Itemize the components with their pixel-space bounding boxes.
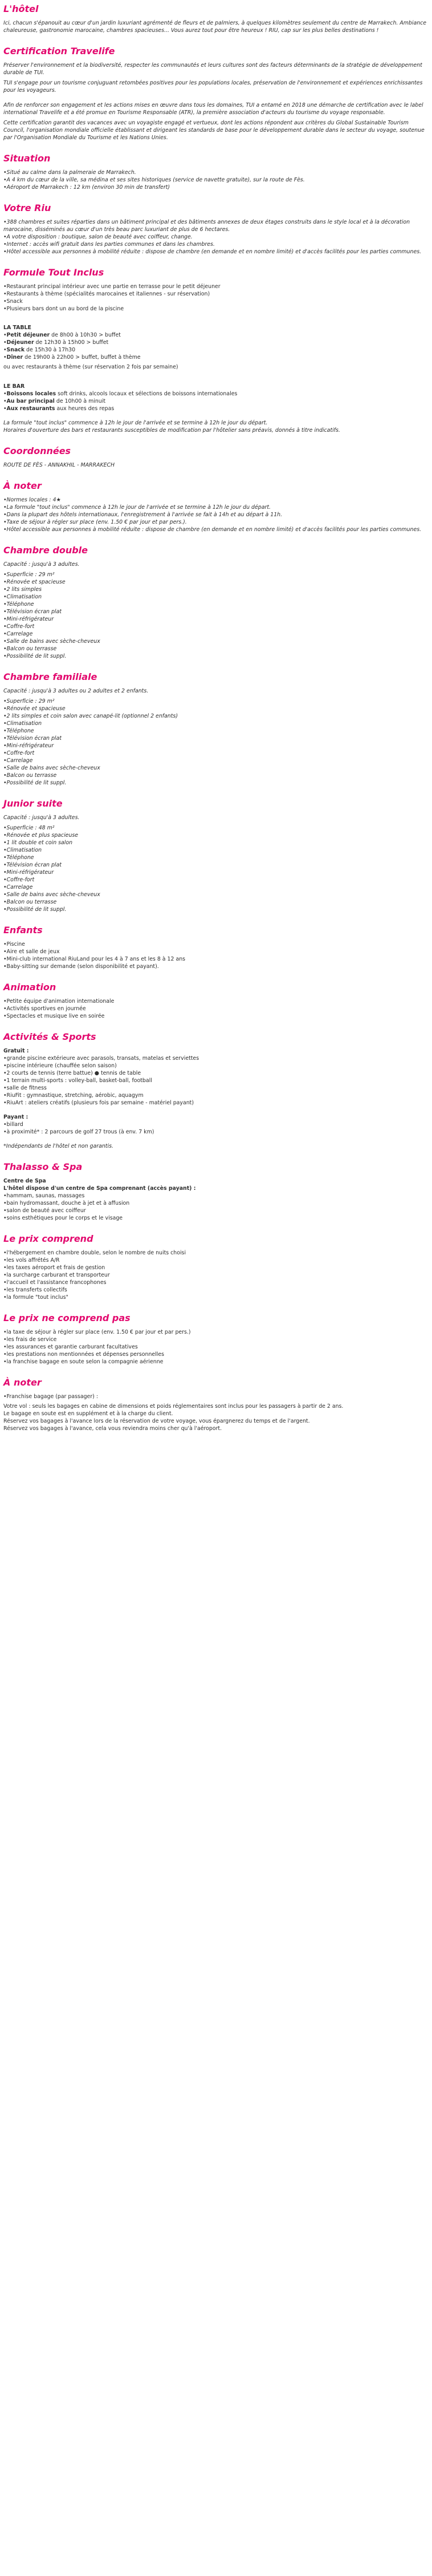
bar-list — [3, 390, 429, 412]
list-item: • Balcon ou terrasse — [3, 898, 429, 906]
prix-ne-comprend-list — [3, 1328, 429, 1366]
list-item: • Activités sportives en journée — [3, 1005, 429, 1012]
a-noter-2-list — [3, 1393, 429, 1400]
section-a-noter — [3, 480, 429, 533]
list-item: • Rénovée et spacieuse — [3, 705, 429, 712]
section-a-noter-2 — [3, 1377, 429, 1432]
gratuit-label: Gratuit : — [3, 1048, 29, 1054]
list-item: • Téléphone — [3, 601, 429, 608]
section-title-chambre-double: Chambre double — [3, 545, 88, 556]
list-item: • 388 chambres et suites réparties dans un bâtiment principal et des bâtiments annexes de deux étages construits dans le style local et à la décoration marocaine, disséminés au cœur d'un très beau parc luxuriant de plus de 6 hectares. — [3, 218, 429, 233]
room-capacity: Capacité : jusqu'à 3 adultes. — [3, 561, 80, 568]
a-noter-list — [3, 496, 429, 533]
section-junior-suite — [3, 798, 429, 913]
votre-riu-list — [3, 218, 429, 256]
payant-list — [3, 1121, 429, 1136]
list-item: • A 4 km du cœur de la ville, sa médina et ses sites historiques (service de navette gratuite), sur la route de Fès. — [3, 176, 429, 184]
list-item: • Restaurants à thème (spécialités marocaines et italiennes - sur réservation) — [3, 290, 429, 298]
list-item: • Superficie : 48 m² — [3, 824, 429, 832]
list-item: • à proximité* : 2 parcours de golf 27 trous (à env. 7 km) — [3, 1128, 429, 1136]
list-item: • Possibilité de lit suppl. — [3, 653, 429, 660]
room-features-list — [3, 571, 429, 660]
list-item: • Aéroport de Marrakech : 12 km (environ 30 min de transfert) — [3, 184, 429, 191]
section-title-coordonnees: Coordonnées — [3, 445, 71, 456]
section-prix-comprend — [3, 1233, 429, 1301]
section-title-junior-suite: Junior suite — [3, 798, 63, 809]
spa-intro: L'hôtel dispose d'un centre de Spa comprenant (accès payant) : — [3, 1185, 196, 1192]
list-item: • Aux restaurants aux heures des repas — [3, 405, 429, 412]
room-features-list — [3, 698, 429, 787]
restaurants-list — [3, 283, 429, 313]
list-item: • Possibilité de lit suppl. — [3, 779, 429, 787]
list-item: • Boissons locales soft drinks, alcools locaux et sélections de boissons internationales — [3, 390, 429, 398]
list-item: • les prestations non mentionnées et dépenses personnelles — [3, 1351, 429, 1358]
section-coordonnees — [3, 445, 429, 469]
list-item: • grande piscine extérieure avec parasols, transats, matelas et serviettes — [3, 1055, 429, 1062]
list-item: • A votre disposition : boutique, salon de beauté avec coiffeur, change. — [3, 233, 429, 241]
list-item: • Coffre-fort — [3, 876, 429, 884]
section-title-a-noter: À noter — [3, 480, 42, 491]
section-title-enfants: Enfants — [3, 925, 43, 935]
list-item: • Télévision écran plat — [3, 735, 429, 742]
list-item: • la taxe de séjour à régler sur place (env. 1.50 € par jour et par pers.) — [3, 1328, 429, 1336]
section-title-prix-comprend: Le prix comprend — [3, 1233, 93, 1244]
list-item: • Petit déjeuner de 8h00 à 10h30 > buffet — [3, 331, 429, 339]
list-item: • Hôtel accessible aux personnes à mobilité réduite : dispose de chambre (en demande et en nombre limité) et d'accès facilités pour les parties communes. — [3, 248, 429, 256]
section-title-animation: Animation — [3, 982, 56, 993]
baggage-paragraph: Réservez vos bagages à l'avance lors de la réservation de votre voyage, vous épargnerez du temps et de l'argent. — [3, 1418, 310, 1424]
list-item: • Carrelage — [3, 630, 429, 638]
hotel-address: ROUTE DE FÈS - ANNAKHIL - MARRAKECH — [3, 462, 115, 468]
section-title-activites: Activités & Sports — [3, 1031, 96, 1042]
list-item: • Snack de 15h30 à 17h30 — [3, 346, 429, 354]
list-item: • Carrelage — [3, 757, 429, 764]
list-item: • Balcon ou terrasse — [3, 772, 429, 779]
list-item: • 1 terrain multi-sports : volley-ball, basket-ball, football — [3, 1077, 429, 1084]
list-item: • Dîner de 19h00 à 22h00 > buffet, buffet à thème — [3, 354, 429, 361]
section-title-hotel: L'hôtel — [3, 3, 39, 14]
list-item: • Dans la plupart des hôtels internationaux, l'enregistrement à l'arrivée se fait à 14h et au départ à 11h. — [3, 511, 429, 519]
bar-label: LE BAR — [3, 383, 25, 390]
section-situation — [3, 153, 429, 191]
section-title-tout-inclus: Formule Tout Inclus — [3, 267, 104, 278]
list-item: • Possibilité de lit suppl. — [3, 906, 429, 913]
list-item: • 1 lit double et coin salon — [3, 839, 429, 846]
list-item: • Climatisation — [3, 593, 429, 601]
list-item: • RiuFit : gymnastique, stretching, aérobic, aquagym — [3, 1092, 429, 1099]
tout-inclus-note: La formule "tout inclus" commence à 12h le jour de l'arrivée et se termine à 12h le jour du départ. — [3, 420, 268, 426]
list-item: • Spectacles et musique live en soirée — [3, 1012, 429, 1020]
section-activites — [3, 1031, 429, 1150]
room-capacity: Capacité : jusqu'à 3 adultes ou 2 adultes et 2 enfants. — [3, 688, 149, 694]
gratuit-list — [3, 1055, 429, 1107]
section-title-a-noter-2: À noter — [3, 1377, 42, 1388]
list-item: • Normes locales : 4★ — [3, 496, 429, 504]
list-item: • 2 lits simples et coin salon avec canapé-lit (optionnel 2 enfants) — [3, 712, 429, 720]
certification-paragraph: TUI s'engage pour un tourisme conjuguant retombées positives pour les populations locales, préservation de l'environnement et expériences enrichissantes pour les voyageurs. — [3, 80, 423, 94]
certification-paragraph: Afin de renforcer son engagement et les actions mises en œuvre dans tous les domaines, TUI a entamé en 2018 une démarche de certification avec le label international Travelife et a été promue en Tourisme Responsable (ATR), la première association d'acteurs du tourisme du voyage responsable. — [3, 102, 423, 116]
list-item: • Salle de bains avec sèche-cheveux — [3, 764, 429, 772]
situation-list — [3, 169, 429, 191]
list-item: • Petite équipe d'animation internationale — [3, 998, 429, 1005]
certification-paragraph: Préserver l'environnement et la biodiversité, respecter les communautés et leurs cultures sont des facteurs déterminants de la stratégie de développement durable de TUI. — [3, 62, 422, 76]
section-prix-ne-comprend — [3, 1313, 429, 1366]
list-item: • Aire et salle de jeux — [3, 948, 429, 955]
list-item: • Rénovée et spacieuse — [3, 578, 429, 586]
hotel-intro: Ici, chacun s'épanouit au cœur d'un jardin luxuriant agrémenté de fleurs et de palmiers, à quelques kilomètres seulement du centre de Marrakech. Ambiance chaleureuse, gastronomie marocaine, chambres spacieuses... Vous aurez tout pour être heureux ! RIU, cap sur les plus belles destinations ! — [3, 20, 427, 34]
section-title-thalasso: Thalasso & Spa — [3, 1161, 83, 1172]
tout-inclus-note: Horaires d'ouverture des bars et restaurants susceptibles de modification par l'hôtelier sans préavis, donnés à titre indicatifs. — [3, 427, 340, 434]
list-item: • Mini-club international RiuLand pour les 4 à 7 ans et les 8 à 12 ans — [3, 955, 429, 963]
list-item: • Coffre-fort — [3, 750, 429, 757]
prix-comprend-list — [3, 1249, 429, 1301]
list-item: • Carrelage — [3, 884, 429, 891]
list-item: • Superficie : 29 m² — [3, 571, 429, 578]
list-item: • les transferts collectifs — [3, 1286, 429, 1294]
baggage-paragraph: Votre vol : seuls les bagages en cabine de dimensions et poids réglementaires sont inclus pour les passagers à partir de 2 ans. — [3, 1403, 344, 1409]
enfants-list — [3, 941, 429, 970]
list-item: • bain hydromassant, douche à jet et à affusion — [3, 1200, 429, 1207]
list-item: • l'hébergement en chambre double, selon le nombre de nuits choisi — [3, 1249, 429, 1257]
section-certification — [3, 46, 429, 141]
list-item: • Rénovée et plus spacieuse — [3, 832, 429, 839]
section-animation — [3, 982, 429, 1020]
list-item: • Taxe de séjour à régler sur place (env. 1.50 € par jour et par pers.). — [3, 519, 429, 526]
table-label: LA TABLE — [3, 325, 31, 331]
list-item: • Coffre-fort — [3, 623, 429, 630]
list-item: • Superficie : 29 m² — [3, 698, 429, 705]
section-hotel — [3, 3, 429, 34]
baggage-paragraph: Réservez vos bagages à l'avance, cela vous reviendra moins cher qu'à l'aéroport. — [3, 1425, 222, 1432]
list-item: • Balcon ou terrasse — [3, 645, 429, 653]
list-item: • Piscine — [3, 941, 429, 948]
list-item: • Mini-réfrigérateur — [3, 742, 429, 750]
section-title-situation: Situation — [3, 153, 51, 164]
section-chambre-familiale — [3, 671, 429, 787]
list-item: • Télévision écran plat — [3, 861, 429, 869]
section-chambre-double — [3, 545, 429, 660]
table-note: ou avec restaurants à thème (sur réservation 2 fois par semaine) — [3, 364, 178, 370]
section-title-prix-ne-comprend: Le prix ne comprend pas — [3, 1313, 131, 1323]
list-item: • Salle de bains avec sèche-cheveux — [3, 638, 429, 645]
section-title-certification: Certification Travelife — [3, 46, 115, 56]
baggage-paragraph: Le bagage en soute est en supplément et à la charge du client. — [3, 1411, 173, 1417]
list-item: • Au bar principal de 10h00 à minuit — [3, 398, 429, 405]
list-item: • 2 courts de tennis (terre battue) ● tennis de table — [3, 1070, 429, 1077]
certification-paragraph: Cette certification garantit des vacances avec un voyagiste engagé et vertueux, dont les actions répondent aux critères du Global Sustainable Tourism Council, l'organisation mondiale officielle établissant et dirigeant les standards de base pour le développement durable dans le secteur du voyage, soutenue par l'Organisation Mondiale du Tourisme et les Nations Unies. — [3, 120, 425, 141]
list-item: • salle de fitness — [3, 1084, 429, 1092]
payant-label: Payant : — [3, 1114, 28, 1120]
activites-footnote: *Indépendants de l'hôtel et non garantis. — [3, 1143, 113, 1149]
list-item: • Franchise bagage (par passager) : — [3, 1393, 429, 1400]
spa-label: Centre de Spa — [3, 1178, 46, 1184]
list-item: • Mini-réfrigérateur — [3, 869, 429, 876]
list-item: • l'accueil et l'assistance francophones — [3, 1279, 429, 1286]
list-item: • Téléphone — [3, 854, 429, 861]
section-title-chambre-familiale: Chambre familiale — [3, 671, 97, 682]
list-item: • salon de beauté avec coiffeur — [3, 1207, 429, 1214]
list-item: • les assurances et garantie carburant facultatives — [3, 1343, 429, 1351]
list-item: • Climatisation — [3, 720, 429, 727]
list-item: • Internet : accès wifi gratuit dans les parties communes et dans les chambres. — [3, 241, 429, 248]
section-enfants — [3, 925, 429, 970]
list-item: • Hôtel accessible aux personnes à mobilité réduite : dispose de chambre (en demande et en nombre limité) et d'accès facilités pour les parties communes. — [3, 526, 429, 533]
list-item: • les frais de service — [3, 1336, 429, 1343]
section-title-votre-riu: Votre Riu — [3, 202, 51, 213]
section-tout-inclus — [3, 267, 429, 434]
list-item: • Restaurant principal intérieur avec une partie en terrasse pour le petit déjeuner — [3, 283, 429, 290]
list-item: • RiuArt : ateliers créatifs (plusieurs fois par semaine - matériel payant) — [3, 1099, 429, 1107]
list-item: • Mini-réfrigérateur — [3, 615, 429, 623]
list-item: • Salle de bains avec sèche-cheveux — [3, 891, 429, 898]
room-features-list — [3, 824, 429, 913]
list-item: • Télévision écran plat — [3, 608, 429, 615]
list-item: • piscine intérieure (chauffée selon saison) — [3, 1062, 429, 1070]
list-item: • les taxes aéroport et frais de gestion — [3, 1264, 429, 1271]
section-thalasso — [3, 1161, 429, 1222]
list-item: • Déjeuner de 12h30 à 15h00 > buffet — [3, 339, 429, 346]
list-item: • 2 lits simples — [3, 586, 429, 593]
list-item: • les vols affrétés A/R — [3, 1257, 429, 1264]
list-item: • Baby-sitting sur demande (selon disponibilité et payant). — [3, 963, 429, 970]
list-item: • la formule "tout inclus" — [3, 1294, 429, 1301]
table-list — [3, 331, 429, 361]
room-capacity: Capacité : jusqu'à 3 adultes. — [3, 815, 80, 821]
list-item: • Situé au calme dans la palmeraie de Marrakech. — [3, 169, 429, 176]
list-item: • La formule "tout inclus" commence à 12h le jour de l'arrivée et se termine à 12h le jour du départ. — [3, 504, 429, 511]
list-item: • soins esthétiques pour le corps et le visage — [3, 1214, 429, 1222]
animation-list — [3, 998, 429, 1020]
list-item: • la surcharge carburant et transporteur — [3, 1271, 429, 1279]
list-item: • Snack — [3, 298, 429, 305]
list-item: • Climatisation — [3, 846, 429, 854]
spa-list — [3, 1192, 429, 1222]
section-votre-riu — [3, 202, 429, 256]
list-item: • hammam, saunas, massages — [3, 1192, 429, 1200]
list-item: • la franchise bagage en soute selon la compagnie aérienne — [3, 1358, 429, 1366]
list-item: • Plusieurs bars dont un au bord de la piscine — [3, 305, 429, 313]
list-item: • billard — [3, 1121, 429, 1128]
list-item: • Téléphone — [3, 727, 429, 735]
